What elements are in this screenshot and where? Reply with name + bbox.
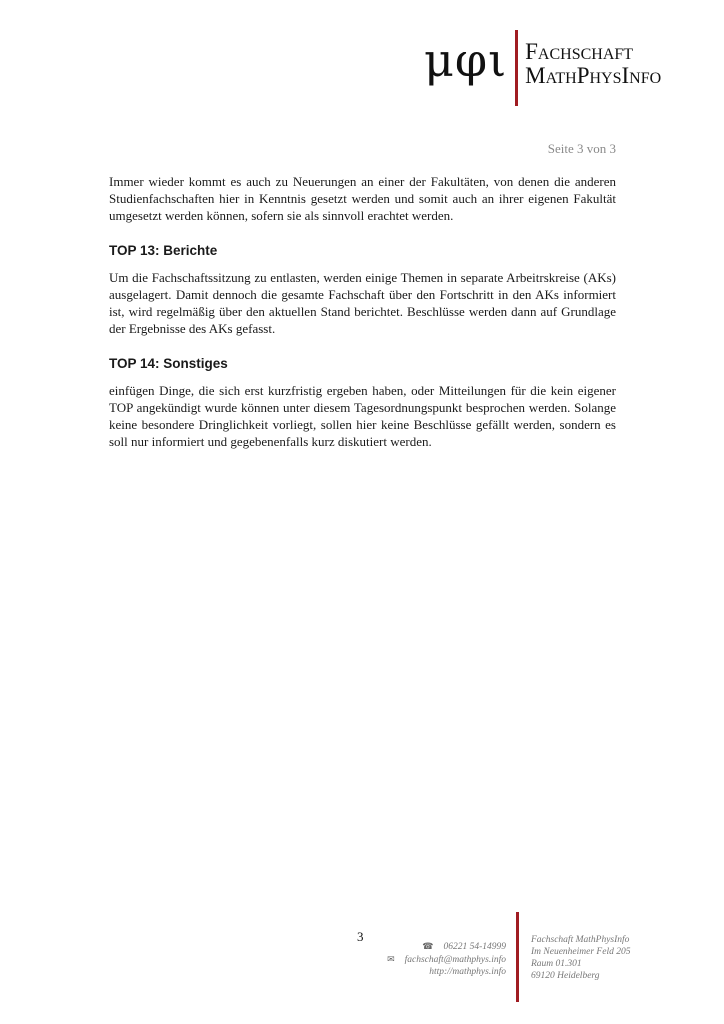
phone-line bbox=[387, 940, 506, 953]
phone-icon: ☎ bbox=[422, 941, 434, 951]
logo-divider bbox=[515, 30, 518, 106]
section-text-top14: einfügen Dinge, die sich erst kurzfristig ergeben haben, oder Mitteilungen für die kein eigener TOP angekündigt wurde können unter diesem Tagesordnungspunkt besprochen werden. Solange keine besondere Dringlichkeit vorliegt, sollen hier keine Beschlüsse gefällt werden, sondern es soll nur informiert und gegebenenfalls kurz diskutiert werden. bbox=[109, 383, 616, 449]
website-link[interactable]: http://mathphys.info bbox=[429, 967, 506, 977]
page-indicator: Seite 3 von 3 bbox=[547, 141, 616, 156]
fachschaft-logo bbox=[424, 30, 661, 104]
section-heading-top14: TOP 14: Sonstiges bbox=[109, 356, 228, 371]
page-number: 3 bbox=[357, 929, 364, 944]
document-body bbox=[109, 173, 616, 464]
logo-text bbox=[525, 40, 661, 88]
email-address[interactable]: fachschaft@mathphys.info bbox=[404, 955, 506, 965]
logo-symbol: μφι bbox=[424, 33, 508, 87]
email-line bbox=[387, 953, 506, 966]
address-city: 69120 Heidelberg bbox=[531, 971, 600, 981]
address-street: Im Neuenheimer Feld 205 bbox=[531, 947, 631, 957]
address-name: Fachschaft MathPhysInfo bbox=[531, 935, 630, 945]
section-heading-top13: TOP 13: Berichte bbox=[109, 243, 218, 258]
phone-number: 06221 54-14999 bbox=[443, 942, 506, 952]
intro-paragraph: Immer wieder kommt es auch zu Neuerungen an einer der Fakultäten, von denen die anderen Studienfachschaften hier in Kenntnis gesetzt werden und somit auch an ihrer eigenen Fakultät umgesetzt werden können, sofern sie als sinnvoll erachtet werden. bbox=[109, 174, 616, 223]
postal-address bbox=[531, 934, 630, 982]
contact-info bbox=[387, 940, 506, 978]
website-line bbox=[387, 966, 506, 978]
logo-line-1: Fachschaft bbox=[525, 39, 634, 64]
footer-divider bbox=[516, 912, 519, 1002]
envelope-icon: ✉ bbox=[387, 954, 395, 964]
section-text-top13: Um die Fachschaftssitzung zu entlasten, werden einige Themen in separate Arbeitrskreise (AKs) ausgelagert. Damit dennoch die gesamte Fachschaft über den Fortschritt in den AKs informiert ist, wird regelmäßig über den aktuellen Stand berichtet. Beschlüsse werden dann auf Grundlage der Ergebnisse des AKs gefasst. bbox=[109, 270, 616, 336]
address-room: Raum 01.301 bbox=[531, 959, 582, 969]
logo-line-2: MathPhysInfo bbox=[525, 63, 662, 88]
